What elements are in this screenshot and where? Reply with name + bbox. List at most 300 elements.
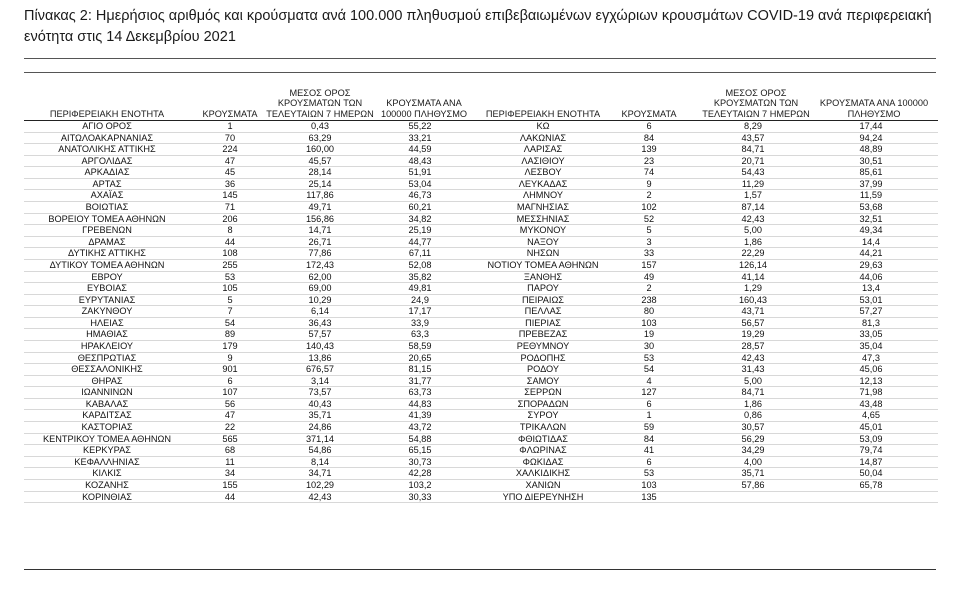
cell-cases: 108 <box>222 248 238 259</box>
header-region: ΠΕΡΙΦΕΡΕΙΑΚΗ ΕΝΟΤΗΤΑ <box>485 108 601 119</box>
cell-cases: 70 <box>224 132 236 143</box>
cell-region: ΣΠΟΡΑΔΩΝ <box>517 398 569 409</box>
cell-per100k: 33,9 <box>411 317 429 328</box>
cell-cases: 45 <box>224 167 236 178</box>
cell-region: ΦΛΩΡΙΝΑΣ <box>519 445 567 456</box>
table-row <box>24 248 494 260</box>
cell-avg7: 77,86 <box>308 248 332 259</box>
table-row <box>478 179 938 191</box>
table-row <box>24 492 494 504</box>
table-row <box>478 492 938 504</box>
cell-avg7: 34,29 <box>741 445 765 456</box>
cell-cases: 224 <box>222 144 238 155</box>
cell-cases: 7 <box>227 306 233 317</box>
cell-cases: 54 <box>643 364 655 375</box>
cell-cases: 6 <box>646 456 652 467</box>
cell-avg7: 42,43 <box>741 213 765 224</box>
table-row <box>478 144 938 156</box>
cell-avg7: 1,86 <box>744 236 762 247</box>
cell-cases: 44 <box>224 236 236 247</box>
cell-per100k: 50,04 <box>859 468 883 479</box>
table-row <box>24 445 494 457</box>
cell-avg7: 30,57 <box>741 422 765 433</box>
cell-region: ΣΑΜΟΥ <box>526 375 560 386</box>
table-row <box>478 329 938 341</box>
second-rule <box>24 72 936 73</box>
cell-avg7: 160,43 <box>738 294 768 305</box>
cell-cases: 23 <box>643 155 655 166</box>
table-row <box>24 422 494 434</box>
cell-cases: 103 <box>641 479 657 490</box>
cell-region: ΚΑΒΑΛΑΣ <box>85 398 129 409</box>
header-cases: ΚΡΟΥΣΜΑΤΑ <box>621 108 677 119</box>
cell-avg7: 42,43 <box>741 352 765 363</box>
cell-avg7: 31,43 <box>741 364 765 375</box>
cell-cases: 53 <box>643 352 655 363</box>
cell-per100k: 25,19 <box>408 225 432 236</box>
header-avg7: ΜΕΣΟΣ ΟΡΟΣ ΚΡΟΥΣΜΑΤΩΝ ΤΩΝ ΤΕΛΕΥΤΑΙΩΝ 7 ΗΜΕΡΩΝ <box>266 87 374 119</box>
cell-per100k: 54,88 <box>408 433 432 444</box>
cell-region: ΔΥΤΙΚΗΣ ΑΤΤΙΚΗΣ <box>68 248 146 259</box>
cell-region: ΛΗΜΝΟΥ <box>522 190 564 201</box>
cell-per100k: 11,59 <box>859 190 883 201</box>
cell-per100k: 29,63 <box>859 259 883 270</box>
cell-avg7: 45,57 <box>308 155 332 166</box>
cell-avg7: 126,14 <box>738 259 768 270</box>
table-row <box>24 387 494 399</box>
cell-cases: 54 <box>224 317 236 328</box>
cell-avg7: 6,14 <box>311 306 329 317</box>
cell-per100k: 81,3 <box>862 317 880 328</box>
cell-region: ΚΟΖΑΝΗΣ <box>85 479 129 490</box>
cell-cases: 1 <box>646 410 652 421</box>
cell-cases: 901 <box>222 364 238 375</box>
cell-cases: 5 <box>227 294 233 305</box>
table-body-left <box>24 121 494 503</box>
table-row <box>24 399 494 411</box>
table-row <box>24 434 494 446</box>
table-row <box>24 410 494 422</box>
table-row <box>24 306 494 318</box>
cell-avg7: 35,71 <box>308 410 332 421</box>
table-row <box>478 202 938 214</box>
cell-region: ΗΛΕΙΑΣ <box>90 317 124 328</box>
table-row <box>478 237 938 249</box>
cell-cases: 145 <box>222 190 238 201</box>
cell-region: ΡΕΘΥΜΝΟΥ <box>516 340 570 351</box>
cell-region: ΥΠΟ ΔΙΕΡΕΥΝΗΣΗ <box>502 491 584 502</box>
cell-per100k: 65,15 <box>408 445 432 456</box>
cell-per100k: 33,05 <box>859 329 883 340</box>
cell-avg7: 84,71 <box>741 144 765 155</box>
cell-per100k: 44,83 <box>408 398 432 409</box>
table-row <box>24 190 494 202</box>
cell-per100k: 55,22 <box>408 121 432 131</box>
cell-per100k: 94,24 <box>859 132 883 143</box>
table-row <box>478 260 938 272</box>
cell-cases: 3 <box>646 236 652 247</box>
table-row <box>24 272 494 284</box>
cell-avg7: 4,00 <box>744 456 762 467</box>
cell-avg7: 63,29 <box>308 132 332 143</box>
table-row <box>478 410 938 422</box>
cell-per100k: 81,15 <box>408 364 432 375</box>
cell-avg7: 371,14 <box>305 433 335 444</box>
cell-per100k: 35,04 <box>859 340 883 351</box>
cell-avg7: 57,57 <box>308 329 332 340</box>
table-row <box>24 121 494 133</box>
cell-cases: 56 <box>224 398 236 409</box>
cell-cases: 84 <box>643 433 655 444</box>
table-row <box>24 283 494 295</box>
cell-per100k: 47,3 <box>862 352 880 363</box>
cell-avg7: 34,71 <box>308 468 332 479</box>
cell-cases: 179 <box>222 340 238 351</box>
cell-per100k: 44,77 <box>408 236 432 247</box>
cell-cases: 80 <box>643 306 655 317</box>
cell-per100k: 30,51 <box>859 155 883 166</box>
cell-region: ΔΥΤΙΚΟΥ ΤΟΜΕΑ ΑΘΗΝΩΝ <box>49 259 165 270</box>
cell-region: ΧΑΝΙΩΝ <box>525 479 561 490</box>
cell-per100k: 71,98 <box>859 387 883 398</box>
cell-cases: 19 <box>643 329 655 340</box>
cell-per100k: 49,81 <box>408 283 432 294</box>
cell-cases: 53 <box>224 271 236 282</box>
cell-avg7: 11,29 <box>741 178 765 189</box>
cell-per100k: 57,27 <box>859 306 883 317</box>
cell-region: ΚΟΡΙΝΘΙΑΣ <box>82 491 132 502</box>
cell-region: ΠΕΙΡΑΙΩΣ <box>522 294 564 305</box>
table-row <box>478 156 938 168</box>
cell-avg7: 54,86 <box>308 445 332 456</box>
cell-region: ΝΗΣΩΝ <box>526 248 560 259</box>
cell-avg7: 22,29 <box>741 248 765 259</box>
cell-region: ΠΡΕΒΕΖΑΣ <box>518 329 568 340</box>
cell-cases: 89 <box>224 329 236 340</box>
table-row <box>478 468 938 480</box>
cell-avg7: 57,86 <box>741 479 765 490</box>
cell-cases: 53 <box>643 468 655 479</box>
cell-per100k: 4,65 <box>862 410 880 421</box>
cell-cases: 2 <box>646 190 652 201</box>
cell-cases: 47 <box>224 410 236 421</box>
cell-avg7: 41,14 <box>741 271 765 282</box>
table-row <box>24 179 494 191</box>
cell-cases: 6 <box>227 375 233 386</box>
cell-cases: 22 <box>224 422 236 433</box>
table-row <box>478 422 938 434</box>
table-row <box>478 353 938 365</box>
table-row <box>478 167 938 179</box>
cell-per100k: 42,28 <box>408 468 432 479</box>
cell-region: ΜΑΓΝΗΣΙΑΣ <box>516 202 570 213</box>
cell-cases: 103 <box>641 317 657 328</box>
cell-region: ΘΕΣΠΡΩΤΙΑΣ <box>77 352 137 363</box>
cell-region: ΜΥΚΟΝΟΥ <box>519 225 567 236</box>
cell-avg7: 62,00 <box>308 271 332 282</box>
cell-cases: 68 <box>224 445 236 456</box>
cell-avg7: 19,29 <box>741 329 765 340</box>
cell-region: ΘΗΡΑΣ <box>91 375 123 386</box>
cell-avg7: 28,14 <box>308 167 332 178</box>
cell-region: ΙΩΑΝΝΙΝΩΝ <box>81 387 133 398</box>
table-row <box>24 376 494 388</box>
cell-region: ΦΩΚΙΔΑΣ <box>522 456 564 467</box>
cell-region: ΤΡΙΚΑΛΩΝ <box>519 422 567 433</box>
cell-region: ΣΕΡΡΩΝ <box>524 387 562 398</box>
table-row <box>478 248 938 260</box>
cell-region: ΚΕΦΑΛΛΗΝΙΑΣ <box>74 456 140 467</box>
cell-avg7: 172,43 <box>305 259 335 270</box>
cell-region: ΛΑΣΙΘΙΟΥ <box>521 155 565 166</box>
bottom-rule <box>24 569 936 570</box>
table-row <box>478 214 938 226</box>
cell-region: ΡΟΔΟΠΗΣ <box>520 352 566 363</box>
cell-cases: 44 <box>224 491 236 502</box>
table-header-right <box>478 82 938 121</box>
cell-per100k: 65,78 <box>859 479 883 490</box>
table-row <box>24 214 494 226</box>
cell-cases: 6 <box>646 398 652 409</box>
cell-cases: 9 <box>646 178 652 189</box>
cell-avg7: 56,57 <box>741 317 765 328</box>
table-row <box>24 156 494 168</box>
cell-region: ΑΧΑΪΑΣ <box>90 190 124 201</box>
cell-per100k: 45,01 <box>859 422 883 433</box>
cell-per100k: 52,08 <box>408 259 432 270</box>
cell-per100k: 85,61 <box>859 167 883 178</box>
cell-avg7: 73,57 <box>308 387 332 398</box>
cell-per100k: 44,06 <box>859 271 883 282</box>
cell-per100k: 31,77 <box>408 375 432 386</box>
cell-region: ΣΥΡΟΥ <box>527 410 559 421</box>
cell-region: ΒΟΙΩΤΙΑΣ <box>85 202 129 213</box>
cell-per100k: 14,87 <box>859 456 883 467</box>
table-row <box>478 121 938 133</box>
table-row <box>478 376 938 388</box>
table-row <box>478 133 938 145</box>
cell-avg7: 1,29 <box>744 283 762 294</box>
cell-cases: 59 <box>643 422 655 433</box>
table-row <box>24 225 494 237</box>
table-row <box>24 167 494 179</box>
cell-avg7: 160,00 <box>305 144 335 155</box>
cell-per100k: 41,39 <box>408 410 432 421</box>
cell-per100k: 51,91 <box>408 167 432 178</box>
cell-cases: 49 <box>643 271 655 282</box>
cell-avg7: 5,00 <box>744 375 762 386</box>
cell-per100k: 48,43 <box>408 155 432 166</box>
cell-region: ΑΝΑΤΟΛΙΚΗΣ ΑΤΤΙΚΗΣ <box>58 144 156 155</box>
cell-region: ΠΑΡΟΥ <box>527 283 559 294</box>
cell-region: ΗΡΑΚΛΕΙΟΥ <box>80 340 134 351</box>
table-row <box>24 318 494 330</box>
cell-cases: 4 <box>646 375 652 386</box>
table-row <box>478 190 938 202</box>
cell-region: ΑΙΤΩΛΟΑΚΑΡΝΑΝΙΑΣ <box>60 132 154 143</box>
cell-cases: 71 <box>224 202 236 213</box>
table-row <box>24 144 494 156</box>
cell-cases: 84 <box>643 132 655 143</box>
cell-avg7: 117,86 <box>306 190 334 201</box>
cell-cases: 155 <box>222 479 238 490</box>
cell-avg7: 87,14 <box>741 202 765 213</box>
table-row <box>478 399 938 411</box>
cell-avg7: 43,57 <box>741 132 765 143</box>
cell-per100k: 63,73 <box>408 387 432 398</box>
cell-region: ΚΕΡΚΥΡΑΣ <box>83 445 131 456</box>
cell-region: ΛΑΡΙΣΑΣ <box>523 144 563 155</box>
cell-cases: 33 <box>643 248 655 259</box>
cell-per100k: 17,17 <box>408 306 432 317</box>
cell-region: ΡΟΔΟΥ <box>526 364 559 375</box>
cell-cases: 102 <box>641 202 657 213</box>
cell-cases: 255 <box>222 259 238 270</box>
cell-region: ΞΑΝΘΗΣ <box>523 271 563 282</box>
cell-cases: 139 <box>641 144 657 155</box>
cell-avg7: 25,14 <box>308 178 332 189</box>
cell-avg7: 8,29 <box>744 121 762 131</box>
cell-cases: 9 <box>227 352 233 363</box>
table-caption: Πίνακας 2: Ημερήσιος αριθμός και κρούσματα ανά 100.000 πληθυσμού επιβεβαιωμένων εγχώριων κρουσμάτων COVID-19 ανά περιφερειακή ενότητα στις 14 Δεκεμβρίου 2021 <box>24 8 932 45</box>
cell-region: ΚΙΛΚΙΣ <box>92 468 122 479</box>
cell-region: ΕΒΡΟΥ <box>91 271 123 282</box>
cell-avg7: 49,71 <box>308 202 332 213</box>
cell-avg7: 676,57 <box>305 364 335 375</box>
cell-cases: 6 <box>646 121 652 131</box>
cell-region: ΦΘΙΩΤΙΔΑΣ <box>517 433 568 444</box>
cell-per100k: 53,68 <box>859 202 883 213</box>
cell-avg7: 140,43 <box>305 340 335 351</box>
cell-per100k: 46,73 <box>408 190 432 201</box>
cell-region: ΚΑΡΔΙΤΣΑΣ <box>82 410 132 421</box>
cell-region: ΕΥΒΟΙΑΣ <box>87 283 127 294</box>
cell-per100k: 20,65 <box>408 352 432 363</box>
cell-region: ΔΡΑΜΑΣ <box>88 236 126 247</box>
cell-region: ΝΑΞΟΥ <box>527 236 559 247</box>
cell-avg7: 1,57 <box>744 190 762 201</box>
table-row <box>478 318 938 330</box>
cell-avg7: 40,43 <box>308 398 332 409</box>
cell-avg7: 56,29 <box>741 433 765 444</box>
cell-per100k: 14,4 <box>862 236 880 247</box>
cell-per100k: 24,9 <box>411 294 429 305</box>
cell-per100k: 58,59 <box>408 340 432 351</box>
cell-avg7: 84,71 <box>741 387 765 398</box>
table-row <box>478 434 938 446</box>
cell-region: ΓΡΕΒΕΝΩΝ <box>82 225 132 236</box>
cell-cases: 135 <box>641 491 657 502</box>
cell-avg7: 28,57 <box>741 340 765 351</box>
cell-region: ΑΡΤΑΣ <box>92 178 122 189</box>
cell-per100k: 53,01 <box>859 294 883 305</box>
cell-cases: 47 <box>224 155 236 166</box>
cell-avg7: 20,71 <box>741 155 765 166</box>
table-row <box>478 364 938 376</box>
cell-per100k: 53,09 <box>859 433 883 444</box>
cell-cases: 1 <box>227 121 233 131</box>
table-row <box>24 133 494 145</box>
cell-region: ΛΕΣΒΟΥ <box>524 167 562 178</box>
cell-per100k: 53,04 <box>408 178 432 189</box>
cell-region: ΚΑΣΤΟΡΙΑΣ <box>81 422 133 433</box>
cell-cases: 8 <box>227 225 233 236</box>
cell-cases: 30 <box>643 340 655 351</box>
cell-per100k: 43,72 <box>408 422 432 433</box>
cell-per100k: 30,33 <box>408 491 432 502</box>
cell-per100k: 79,74 <box>859 445 883 456</box>
table-row <box>478 387 938 399</box>
table-row <box>24 364 494 376</box>
cell-cases: 127 <box>641 387 657 398</box>
cell-per100k: 103,2 <box>408 479 432 490</box>
cell-avg7: 14,71 <box>308 225 332 236</box>
cell-avg7: 0,86 <box>744 410 762 421</box>
table-row <box>478 306 938 318</box>
cell-avg7: 24,86 <box>308 422 332 433</box>
cell-region: ΛΕΥΚΑΔΑΣ <box>518 178 568 189</box>
table-row <box>478 480 938 492</box>
cell-avg7: 13,86 <box>308 352 332 363</box>
cell-cases: 41 <box>643 445 655 456</box>
table-row <box>478 445 938 457</box>
table-row <box>478 457 938 469</box>
cell-per100k: 63,3 <box>411 329 429 340</box>
cell-per100k: 67,11 <box>408 248 432 259</box>
table-row <box>24 237 494 249</box>
cell-cases: 157 <box>641 259 657 270</box>
table-row <box>24 457 494 469</box>
table-row <box>24 468 494 480</box>
table-row <box>478 283 938 295</box>
cell-avg7: 10,29 <box>308 294 332 305</box>
table-row <box>24 202 494 214</box>
cell-region: ΠΙΕΡΙΑΣ <box>525 317 561 328</box>
table-right-half <box>478 82 938 503</box>
cell-per100k: 37,99 <box>859 178 883 189</box>
table-row <box>24 341 494 353</box>
cell-per100k: 60,21 <box>408 202 432 213</box>
cell-per100k: 32,51 <box>859 213 883 224</box>
header-per100k: ΚΡΟΥΣΜΑΤΑ ΑΝΑ 100000 ΠΛΗΘΥΣΜΟ <box>819 98 929 119</box>
cell-region: ΒΟΡΕΙΟΥ ΤΟΜΕΑ ΑΘΗΝΩΝ <box>48 213 166 224</box>
cell-region: ΑΓΙΟ ΟΡΟΣ <box>82 121 132 131</box>
cell-cases: 565 <box>222 433 238 444</box>
cell-per100k: 17,44 <box>859 121 883 131</box>
cell-per100k: 45,06 <box>859 364 883 375</box>
cell-region: ΝΟΤΙΟΥ ΤΟΜΕΑ ΑΘΗΝΩΝ <box>487 259 599 270</box>
cell-avg7: 3,14 <box>311 375 329 386</box>
cell-cases: 11 <box>225 456 235 467</box>
cell-region: ΚΕΝΤΡΙΚΟΥ ΤΟΜΕΑ ΑΘΗΝΩΝ <box>42 433 172 444</box>
cell-avg7: 42,43 <box>308 491 332 502</box>
cell-avg7: 156,86 <box>305 213 335 224</box>
cell-cases: 238 <box>641 294 657 305</box>
cell-cases: 107 <box>222 387 238 398</box>
cell-per100k: 44,21 <box>859 248 883 259</box>
cell-avg7: 5,00 <box>744 225 762 236</box>
cell-per100k: 44,59 <box>408 144 432 155</box>
header-region: ΠΕΡΙΦΕΡΕΙΑΚΗ ΕΝΟΤΗΤΑ <box>49 108 165 119</box>
cell-avg7: 26,71 <box>308 236 332 247</box>
header-per100k: ΚΡΟΥΣΜΑΤΑ ΑΝΑ 100000 ΠΛΗΘΥΣΜΟ <box>380 98 468 119</box>
cell-avg7: 69,00 <box>308 283 332 294</box>
table-body-right <box>478 121 938 503</box>
table-row <box>24 260 494 272</box>
cell-cases: 52 <box>643 213 655 224</box>
cell-per100k: 48,89 <box>859 144 883 155</box>
cell-cases: 2 <box>646 283 652 294</box>
